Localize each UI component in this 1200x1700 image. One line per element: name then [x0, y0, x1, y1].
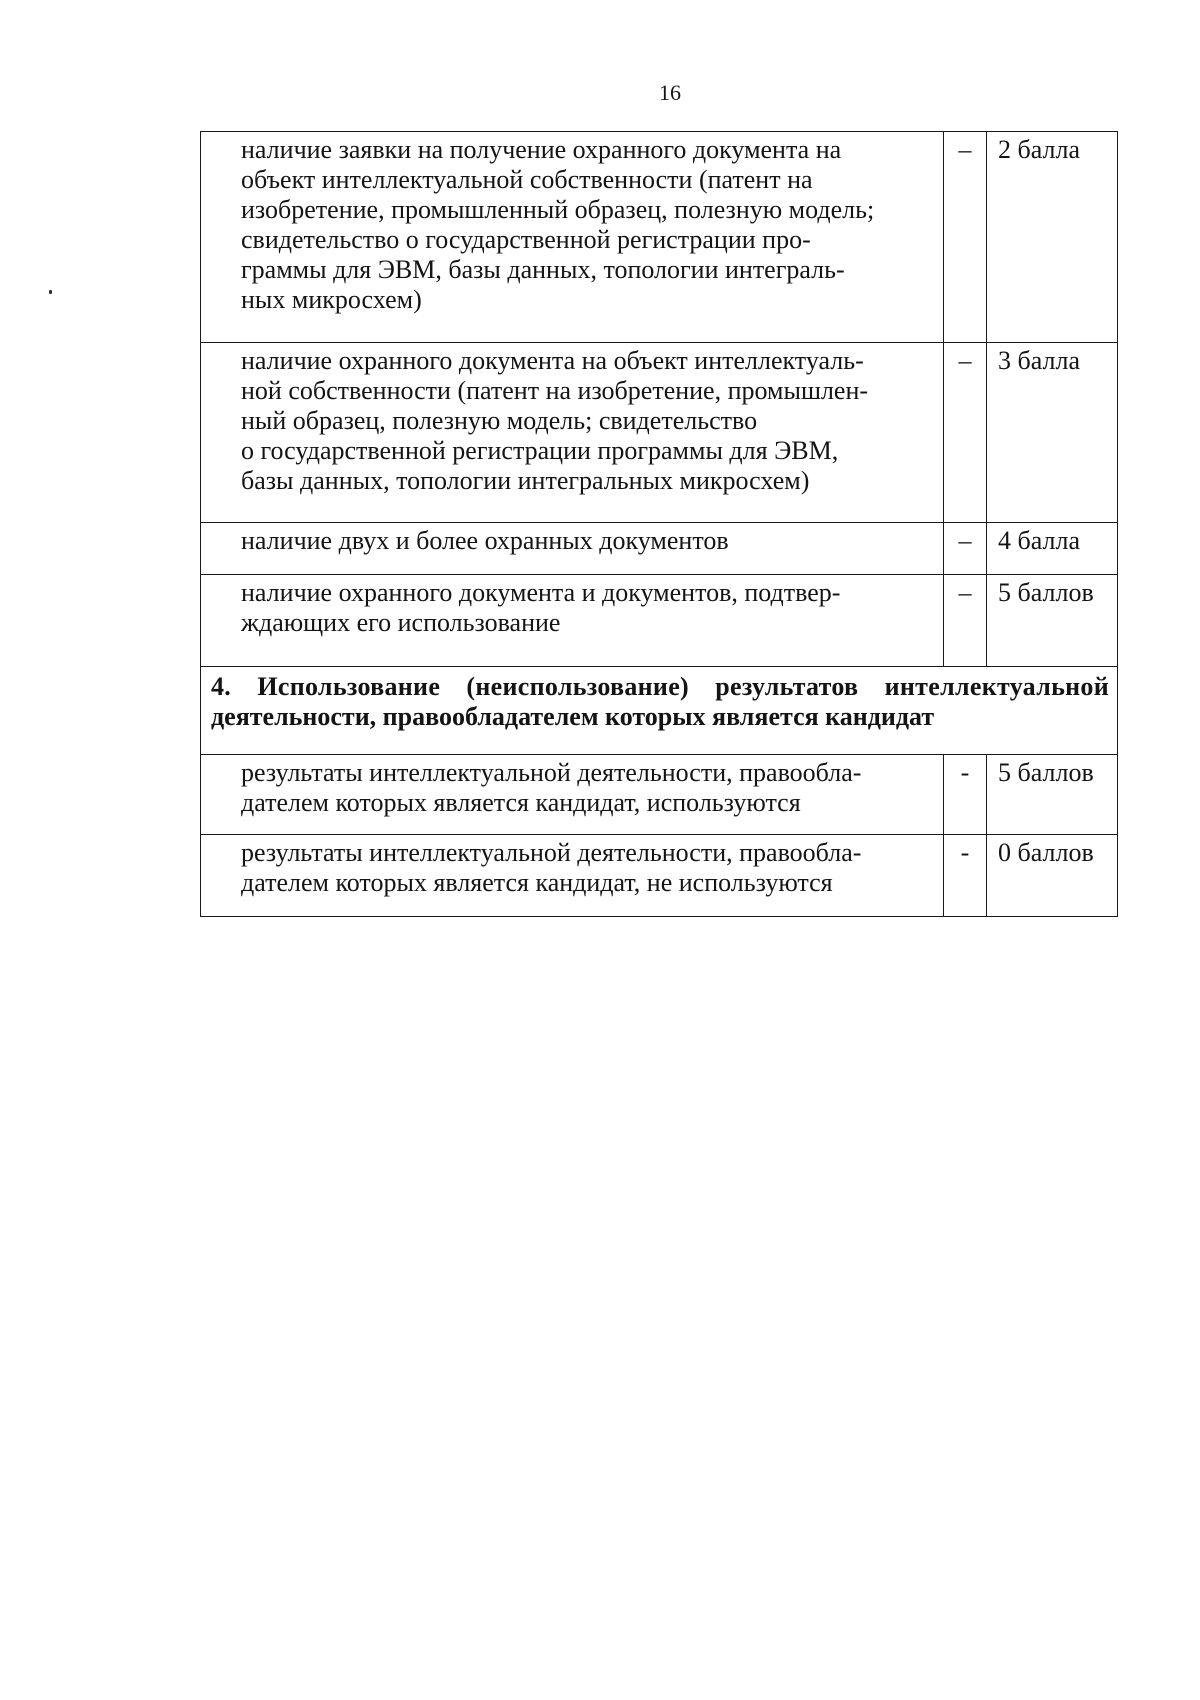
dash-cell: –: [944, 132, 987, 343]
text-line: результаты интеллектуальной деятельности, правообла-: [241, 838, 862, 867]
score-cell: 0 баллов: [987, 835, 1118, 917]
text-line: дателем которых является кандидат, используются: [241, 788, 801, 817]
text-line: ных микросхем): [241, 285, 422, 314]
dash-cell: -: [944, 755, 987, 835]
text-line: ный образец, полезную модель; свидетельство: [241, 406, 758, 435]
scan-speck: [49, 290, 52, 294]
criterion-description: [201, 132, 944, 343]
score-cell: 2 балла: [987, 132, 1118, 343]
text-line: о государственной регистрации программы для ЭВМ,: [241, 436, 839, 465]
dash-cell: –: [944, 523, 987, 575]
text-line: дателем которых является кандидат, не используются: [241, 868, 833, 897]
page-number: 16: [659, 80, 681, 105]
text-line: свидетельство о государственной регистрации про-: [241, 225, 811, 254]
table-row: [201, 835, 1118, 917]
text-line: ной собственности (патент на изобретение, промышлен-: [241, 376, 869, 405]
text-line: наличие охранного документа на объект интеллектуаль-: [241, 346, 864, 375]
table-row: [201, 575, 1118, 667]
dash-cell: –: [944, 343, 987, 523]
table-row: [201, 755, 1118, 835]
table-row: [201, 523, 1118, 575]
criterion-description: [201, 523, 944, 575]
dash-cell: -: [944, 835, 987, 917]
section-heading: [201, 667, 1118, 755]
score-cell: 5 баллов: [987, 755, 1118, 835]
heading-line: 4. Использование (неиспользование) результатов интеллектуальной: [211, 672, 1109, 701]
heading-line: деятельности, правообладателем которых является кандидат: [211, 702, 935, 731]
text-line: наличие заявки на получение охранного документа на: [241, 135, 842, 164]
criterion-description: [201, 343, 944, 523]
text-line: наличие охранного документа и документов, подтвер-: [241, 578, 841, 607]
criteria-score-table: [200, 131, 1118, 917]
criterion-description: [201, 835, 944, 917]
table-row: [201, 343, 1118, 523]
text-line: граммы для ЭВМ, базы данных, топологии интеграль-: [241, 255, 845, 284]
text-line: объект интеллектуальной собственности (патент на: [241, 165, 813, 194]
text-line: результаты интеллектуальной деятельности, правообла-: [241, 758, 862, 787]
score-cell: 5 баллов: [987, 575, 1118, 667]
text-line: изобретение, промышленный образец, полезную модель;: [241, 195, 875, 224]
dash-cell: –: [944, 575, 987, 667]
table-row: [201, 132, 1118, 343]
score-cell: 4 балла: [987, 523, 1118, 575]
criterion-description: [201, 575, 944, 667]
score-cell: 3 балла: [987, 343, 1118, 523]
criterion-description: [201, 755, 944, 835]
text-line: наличие двух и более охранных документов: [241, 526, 729, 555]
text-line: базы данных, топологии интегральных микросхем): [241, 466, 810, 495]
text-line: ждающих его использование: [241, 608, 561, 637]
section-header-row: [201, 667, 1118, 755]
